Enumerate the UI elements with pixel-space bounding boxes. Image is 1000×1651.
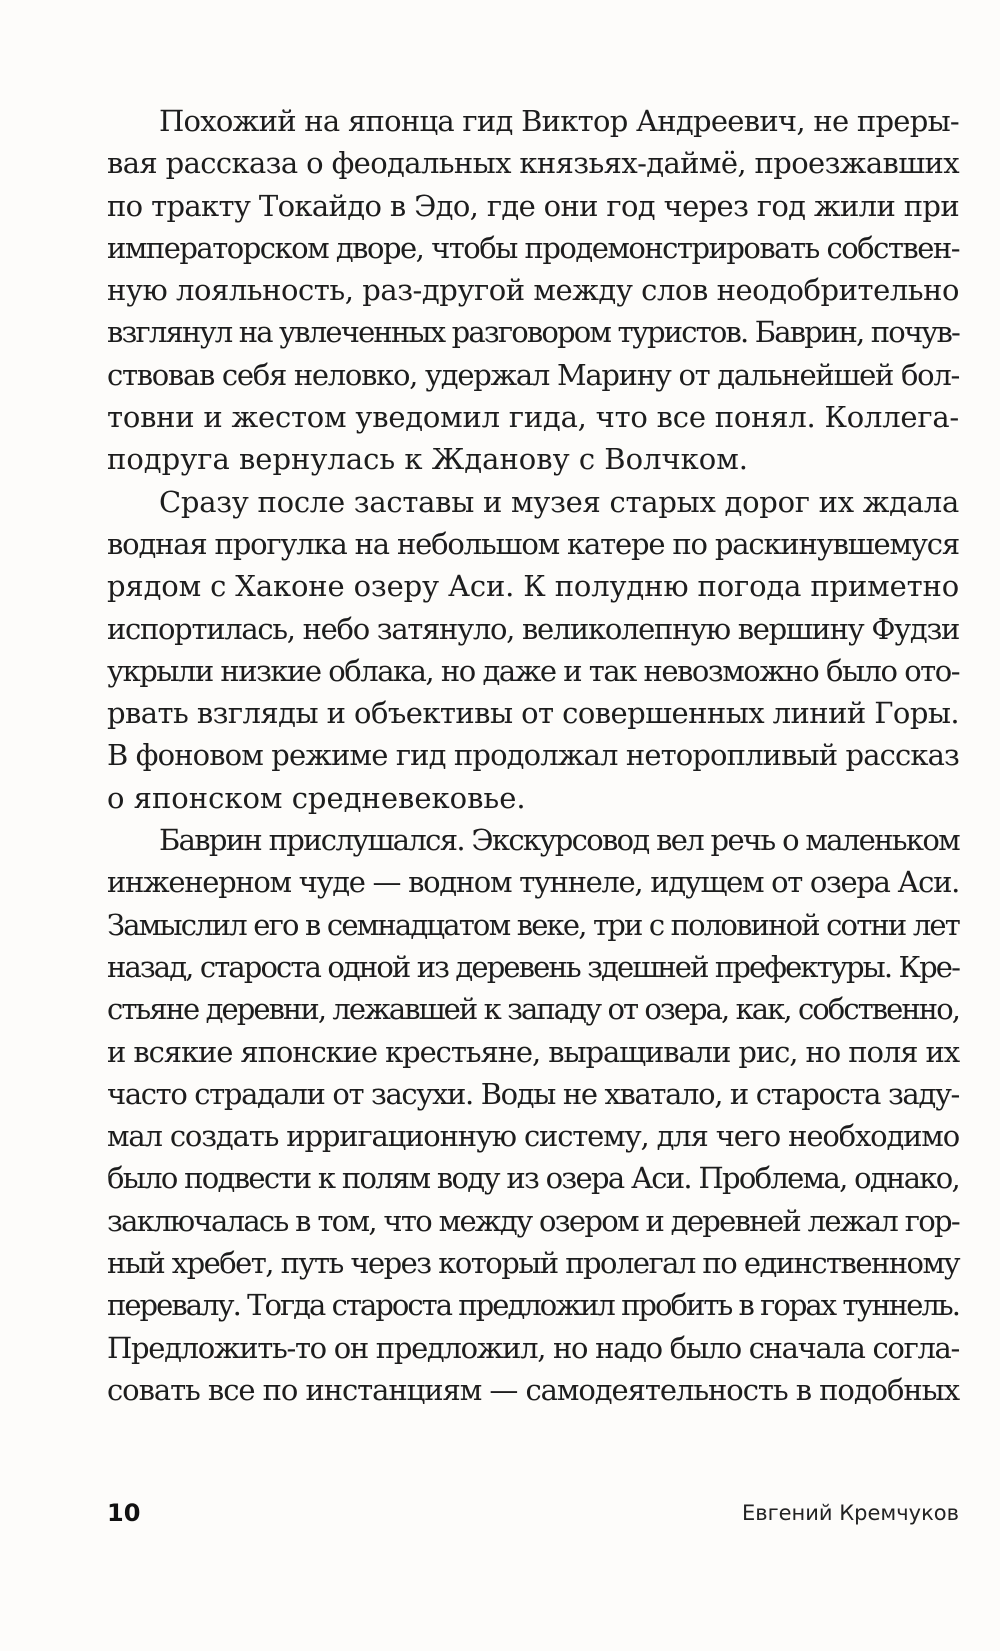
text-line: заключалась в том, что между озером и деревней лежал гор- bbox=[107, 1203, 959, 1238]
text-line: рвать взгляды и объективы от совершенных линий Горы. bbox=[107, 696, 960, 731]
running-author: Евгений Кремчуков bbox=[741, 1501, 959, 1525]
paragraph-3 bbox=[107, 819, 959, 1411]
text-line: взглянул на увлеченных разговором туристов. Баврин, почув- bbox=[107, 315, 960, 350]
text-line: ный хребет, путь через который пролегал по единственному bbox=[107, 1246, 959, 1281]
text-line: императорском дворе, чтобы продемонстрировать собствен- bbox=[107, 230, 960, 265]
text-line: водная прогулка на небольшом катере по раскинувшемуся bbox=[107, 526, 959, 561]
text-line: было подвести к полям воду из озера Аси. Проблема, однако, bbox=[107, 1161, 960, 1196]
text-line: вая рассказа о феодальных князьях-даймё, проезжавших bbox=[107, 146, 960, 181]
text-line: укрыли низкие облака, но даже и так невозможно было ото- bbox=[107, 653, 960, 688]
text-line: и всякие японские крестьяне, выращивали рис, но поля их bbox=[107, 1034, 959, 1069]
text-line: мал создать ирригационную систему, для чего необходимо bbox=[107, 1119, 960, 1154]
text-line: инженерном чуде — водном туннеле, идущем от озера Аси. bbox=[107, 865, 959, 900]
text-line: испортилась, небо затянуло, великолепную вершину Фудзи bbox=[107, 611, 960, 646]
text-line: Баврин прислушался. Экскурсовод вел речь о маленьком bbox=[159, 823, 959, 858]
text-line: товни и жестом уведомил гида, что все понял. Коллега- bbox=[107, 400, 959, 435]
page-number: 10 bbox=[107, 1499, 141, 1527]
text-line: рядом с Хаконе озеру Аси. К полудню погода приметно bbox=[107, 569, 960, 604]
text-line: Предложить-то он предложил, но надо было сначала согла- bbox=[107, 1330, 960, 1365]
text-line: Похожий на японца гид Виктор Андреевич, не преры- bbox=[159, 104, 960, 138]
text-line: стьяне деревни, лежавшей к западу от озера, как, собственно, bbox=[107, 992, 960, 1027]
text-line: ствовав себя неловко, удержал Марину от дальнейшей бол- bbox=[107, 357, 959, 392]
text-line: Сразу после заставы и музея старых дорог их ждала bbox=[159, 484, 959, 519]
text-line: назад, староста одной из деревень здешней префектуры. Кре- bbox=[107, 949, 959, 984]
text-line: совать все по инстанциям — самодеятельность в подобных bbox=[107, 1372, 959, 1407]
paragraph-2 bbox=[107, 481, 959, 819]
text-line: часто страдали от засухи. Воды не хватало, и староста заду- bbox=[107, 1076, 960, 1111]
text-line: о японском средневековье. bbox=[107, 780, 526, 815]
text-line: подруга вернулась к Жданову с Волчком. bbox=[107, 442, 749, 477]
text-line: Замыслил его в семнадцатом веке, три с половиной сотни лет bbox=[107, 907, 959, 942]
body-text bbox=[107, 100, 959, 1411]
text-line: В фоновом режиме гид продолжал неторопливый рассказ bbox=[107, 738, 959, 773]
text-line: перевалу. Тогда староста предложил пробить в горах туннель. bbox=[107, 1288, 960, 1323]
page-footer bbox=[107, 1499, 959, 1531]
text-line: ную лояльность, раз-другой между слов неодобрительно bbox=[107, 273, 960, 308]
paragraph-1 bbox=[107, 100, 959, 481]
text-line: по тракту Токайдо в Эдо, где они год через год жили при bbox=[107, 188, 960, 223]
